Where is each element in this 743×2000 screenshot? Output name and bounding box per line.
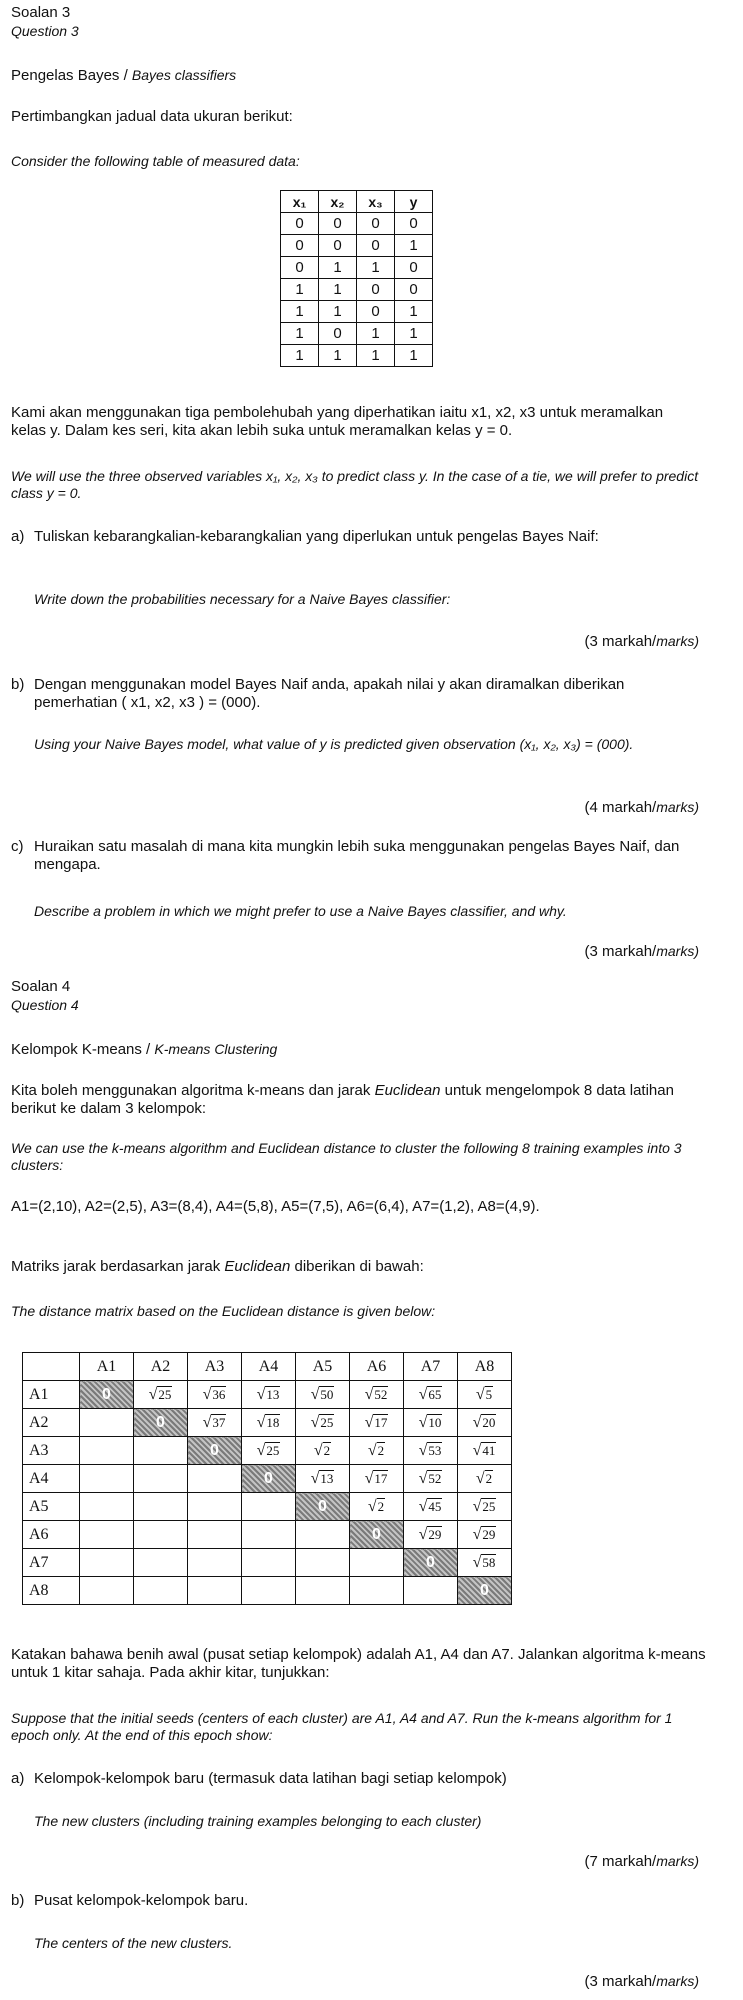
sqrt-value xyxy=(257,1443,281,1458)
radicand: 13 xyxy=(266,1386,280,1402)
q4-p2-ms xyxy=(11,1258,424,1276)
sqrt-value xyxy=(476,1387,493,1402)
table-row xyxy=(281,323,433,345)
radical-icon: √ xyxy=(364,1469,374,1487)
table-cell: 1 xyxy=(281,345,319,367)
q4-b-en: The centers of the new clusters. xyxy=(34,1935,233,1951)
radical-icon: √ xyxy=(472,1497,482,1515)
matrix-cell-diagonal: 0 xyxy=(188,1437,242,1465)
table-cell: 1 xyxy=(395,235,433,257)
matrix-col-header: A4 xyxy=(242,1353,296,1381)
table-cell: 0 xyxy=(395,213,433,235)
sqrt-value xyxy=(473,1415,497,1430)
matrix-cell-empty xyxy=(134,1521,188,1549)
table-cell: 1 xyxy=(281,279,319,301)
matrix-cell xyxy=(350,1437,404,1465)
q3-question: Question 3 xyxy=(11,23,79,39)
matrix-cell-diagonal: 0 xyxy=(80,1381,134,1409)
sqrt-value xyxy=(419,1471,443,1486)
q3-c-label: c) xyxy=(11,838,24,855)
radicand: 13 xyxy=(320,1470,334,1486)
matrix-cell-empty xyxy=(80,1437,134,1465)
radicand: 37 xyxy=(212,1414,226,1430)
table-cell: 1 xyxy=(319,279,357,301)
radicand: 2 xyxy=(377,1498,385,1514)
table-cell: 1 xyxy=(319,345,357,367)
matrix-cell xyxy=(188,1409,242,1437)
radical-icon: √ xyxy=(202,1385,212,1403)
table-cell: 1 xyxy=(281,301,319,323)
matrix-cell-empty xyxy=(296,1549,350,1577)
table-cell: 0 xyxy=(357,235,395,257)
table-cell: 0 xyxy=(281,235,319,257)
table-cell: 1 xyxy=(357,323,395,345)
q4-a-marks-en: marks) xyxy=(656,1853,699,1869)
radical-icon: √ xyxy=(418,1525,428,1543)
matrix-corner xyxy=(23,1353,80,1381)
q3-c-marks xyxy=(585,942,699,961)
radical-icon: √ xyxy=(367,1497,377,1515)
table-cell: 0 xyxy=(319,235,357,257)
sqrt-value xyxy=(203,1387,227,1402)
radicand: 5 xyxy=(485,1386,493,1402)
q4-question: Question 4 xyxy=(11,997,79,1013)
q3-b-label: b) xyxy=(11,676,25,693)
matrix-cell xyxy=(458,1549,512,1577)
matrix-col-header: A7 xyxy=(404,1353,458,1381)
q4-b-marks xyxy=(585,1972,699,1991)
matrix-col-header: A2 xyxy=(134,1353,188,1381)
matrix-cell xyxy=(404,1521,458,1549)
sqrt-value xyxy=(314,1443,331,1458)
matrix-cell-empty xyxy=(242,1549,296,1577)
radical-icon: √ xyxy=(472,1413,482,1431)
sqrt-value xyxy=(476,1471,493,1486)
matrix-col-header: A6 xyxy=(350,1353,404,1381)
matrix-cell-empty xyxy=(134,1549,188,1577)
radical-icon: √ xyxy=(472,1553,482,1571)
matrix-row xyxy=(23,1577,512,1605)
table-cell: 0 xyxy=(357,279,395,301)
q4-p2-ms-em: Euclidean xyxy=(224,1258,291,1275)
matrix-row xyxy=(23,1549,512,1577)
matrix-cell-empty xyxy=(404,1577,458,1605)
matrix-cell xyxy=(242,1381,296,1409)
radicand: 20 xyxy=(482,1414,496,1430)
q4-b-label: b) xyxy=(11,1892,25,1909)
matrix-cell xyxy=(404,1493,458,1521)
q3-topic xyxy=(11,66,236,85)
q4-p1-en: We can use the k-means algorithm and Euclidean distance to cluster the following 8 training examples into 3 clusters: xyxy=(11,1140,682,1173)
q3-header-x1: x₁ xyxy=(281,191,319,213)
matrix-cell xyxy=(458,1493,512,1521)
matrix-col-header: A3 xyxy=(188,1353,242,1381)
matrix-cell xyxy=(404,1437,458,1465)
matrix-col-header: A8 xyxy=(458,1353,512,1381)
radicand: 52 xyxy=(428,1470,442,1486)
matrix-col-header: A1 xyxy=(80,1353,134,1381)
matrix-cell-empty xyxy=(134,1493,188,1521)
radicand: 53 xyxy=(428,1442,442,1458)
matrix-cell-empty xyxy=(188,1577,242,1605)
radicand: 65 xyxy=(428,1386,442,1402)
matrix-cell-empty xyxy=(134,1465,188,1493)
radical-icon: √ xyxy=(310,1469,320,1487)
radicand: 25 xyxy=(482,1498,496,1514)
q4-points: A1=(2,10), A2=(2,5), A3=(8,4), A4=(5,8), A5=(7,5), A6=(6,4), A7=(1,2), A8=(4,9). xyxy=(11,1198,540,1215)
sqrt-value xyxy=(257,1415,281,1430)
radical-icon: √ xyxy=(313,1441,323,1459)
q3-c-marks-ms: (3 markah/ xyxy=(584,943,657,960)
q3-b-ms: Dengan menggunakan model Bayes Naif anda, apakah nilai y akan diramalkan diberikan pemerhatian ( x1, x2, x3 ) = (000). xyxy=(34,676,625,711)
sqrt-value xyxy=(311,1387,335,1402)
radicand: 29 xyxy=(482,1526,496,1542)
radical-icon: √ xyxy=(367,1441,377,1459)
matrix-cell-empty xyxy=(134,1577,188,1605)
q3-header-x3: x₃ xyxy=(357,191,395,213)
q3-a-marks xyxy=(585,632,699,651)
sqrt-value xyxy=(257,1387,281,1402)
radicand: 25 xyxy=(158,1386,172,1402)
matrix-row xyxy=(23,1521,512,1549)
table-cell: 0 xyxy=(395,279,433,301)
sqrt-value xyxy=(365,1471,389,1486)
matrix-cell-diagonal: 0 xyxy=(296,1493,350,1521)
sqrt-value xyxy=(473,1443,497,1458)
q4-topic-ms: Kelompok K-means / xyxy=(11,1041,151,1058)
radicand: 58 xyxy=(482,1554,496,1570)
matrix-cell xyxy=(188,1381,242,1409)
matrix-cell xyxy=(134,1381,188,1409)
matrix-cell-empty xyxy=(188,1465,242,1493)
radicand: 45 xyxy=(428,1498,442,1514)
radical-icon: √ xyxy=(256,1441,266,1459)
sqrt-value xyxy=(419,1415,443,1430)
table-cell: 1 xyxy=(357,257,395,279)
radical-icon: √ xyxy=(472,1525,482,1543)
table-cell: 0 xyxy=(281,257,319,279)
radicand: 36 xyxy=(212,1386,226,1402)
matrix-cell xyxy=(458,1437,512,1465)
radicand: 2 xyxy=(377,1442,385,1458)
matrix-cell xyxy=(350,1493,404,1521)
q3-header-x2: x₂ xyxy=(319,191,357,213)
table-cell: 0 xyxy=(319,213,357,235)
radicand: 41 xyxy=(482,1442,496,1458)
matrix-cell-empty xyxy=(80,1521,134,1549)
q3-data-table xyxy=(280,190,433,367)
matrix-cell xyxy=(350,1381,404,1409)
table-row xyxy=(281,301,433,323)
matrix-body xyxy=(23,1381,512,1605)
matrix-col-header: A5 xyxy=(296,1353,350,1381)
matrix-row xyxy=(23,1437,512,1465)
matrix-cell-empty xyxy=(188,1493,242,1521)
q3-a-marks-ms: (3 markah/ xyxy=(584,633,657,650)
radical-icon: √ xyxy=(472,1441,482,1459)
radicand: 2 xyxy=(485,1470,493,1486)
radicand: 25 xyxy=(320,1414,334,1430)
q3-table-body xyxy=(281,213,433,367)
q3-para-ms: Kami akan menggunakan tiga pembolehubah yang diperhatikan iaitu x1, x2, x3 untuk meramalkan kelas y. Dalam kes seri, kita akan lebih suka untuk meramalkan kelas y = 0. xyxy=(11,404,664,439)
q3-a-marks-en: marks) xyxy=(656,633,699,649)
sqrt-value xyxy=(311,1471,335,1486)
table-row xyxy=(281,279,433,301)
matrix-row xyxy=(23,1409,512,1437)
radical-icon: √ xyxy=(418,1469,428,1487)
matrix-cell-empty xyxy=(296,1577,350,1605)
matrix-cell xyxy=(404,1409,458,1437)
q4-p2-en: The distance matrix based on the Euclidean distance is given below: xyxy=(11,1303,436,1319)
sqrt-value xyxy=(311,1415,335,1430)
table-cell: 0 xyxy=(357,301,395,323)
q4-a-ms: Kelompok-kelompok baru (termasuk data latihan bagi setiap kelompok) xyxy=(34,1770,507,1787)
matrix-row-header: A2 xyxy=(23,1409,80,1437)
matrix-cell-diagonal: 0 xyxy=(350,1521,404,1549)
sqrt-value xyxy=(419,1387,443,1402)
radicand: 2 xyxy=(323,1442,331,1458)
matrix-cell-diagonal: 0 xyxy=(404,1549,458,1577)
q3-b-marks-en: marks) xyxy=(656,799,699,815)
q4-p3-ms: Katakan bahawa benih awal (pusat setiap kelompok) adalah A1, A4 dan A7. Jalankan algoritma k-means untuk 1 kitar sahaja. Pada akhir kitar, tunjukkan: xyxy=(11,1646,706,1681)
radical-icon: √ xyxy=(256,1413,266,1431)
matrix-cell xyxy=(404,1381,458,1409)
matrix-cell-diagonal: 0 xyxy=(134,1409,188,1437)
q3-b-marks xyxy=(585,798,699,817)
q4-p1-ms-a: Kita boleh menggunakan algoritma k-means dan jarak xyxy=(11,1082,371,1099)
radical-icon: √ xyxy=(418,1385,428,1403)
sqrt-value xyxy=(365,1387,389,1402)
matrix-cell xyxy=(458,1409,512,1437)
q3-b-marks-ms: (4 markah/ xyxy=(584,799,657,816)
q4-b-ms: Pusat kelompok-kelompok baru. xyxy=(34,1892,249,1909)
table-cell: 1 xyxy=(319,257,357,279)
radicand: 52 xyxy=(374,1386,388,1402)
sqrt-value xyxy=(368,1443,385,1458)
q4-p1-ms-em: Euclidean xyxy=(374,1082,441,1099)
table-cell: 0 xyxy=(357,213,395,235)
q4-p2-ms-a: Matriks jarak berdasarkan jarak xyxy=(11,1258,221,1275)
radicand: 17 xyxy=(374,1414,388,1430)
sqrt-value xyxy=(419,1527,443,1542)
q4-a-marks xyxy=(585,1852,699,1871)
q3-a-en: Write down the probabilities necessary for a Naive Bayes classifier: xyxy=(34,591,451,607)
radical-icon: √ xyxy=(202,1413,212,1431)
matrix-cell xyxy=(296,1409,350,1437)
matrix-cell xyxy=(404,1465,458,1493)
matrix-cell-empty xyxy=(80,1465,134,1493)
matrix-cell-empty xyxy=(134,1437,188,1465)
sqrt-value xyxy=(473,1555,497,1570)
q4-topic-en: K-means Clustering xyxy=(154,1041,278,1057)
matrix-row-header: A7 xyxy=(23,1549,80,1577)
radical-icon: √ xyxy=(475,1469,485,1487)
q3-a-ms: Tuliskan kebarangkalian-kebarangkalian yang diperlukan untuk pengelas Bayes Naif: xyxy=(34,528,599,545)
matrix-row-header: A4 xyxy=(23,1465,80,1493)
matrix-cell xyxy=(458,1381,512,1409)
table-row xyxy=(281,235,433,257)
q4-topic xyxy=(11,1040,277,1059)
table-row xyxy=(281,345,433,367)
matrix-cell xyxy=(350,1465,404,1493)
matrix-cell xyxy=(296,1437,350,1465)
table-cell: 0 xyxy=(319,323,357,345)
matrix-row-header: A3 xyxy=(23,1437,80,1465)
matrix-cell-empty xyxy=(296,1521,350,1549)
sqrt-value xyxy=(368,1499,385,1514)
matrix-cell xyxy=(296,1465,350,1493)
table-cell: 0 xyxy=(281,213,319,235)
matrix-cell-empty xyxy=(80,1409,134,1437)
table-row xyxy=(281,213,433,235)
table-cell: 1 xyxy=(357,345,395,367)
matrix-cell-empty xyxy=(242,1493,296,1521)
table-cell: 1 xyxy=(395,323,433,345)
radical-icon: √ xyxy=(364,1385,374,1403)
q4-b-marks-en: marks) xyxy=(656,1973,699,1989)
matrix-cell-diagonal: 0 xyxy=(458,1577,512,1605)
matrix-cell-empty xyxy=(80,1493,134,1521)
radicand: 18 xyxy=(266,1414,280,1430)
matrix-row xyxy=(23,1381,512,1409)
q3-c-ms: Huraikan satu masalah di mana kita mungkin lebih suka menggunakan pengelas Bayes Naif, dan mengapa. xyxy=(34,838,680,873)
table-cell: 1 xyxy=(395,345,433,367)
q3-table-header-row xyxy=(281,191,433,213)
matrix-cell-empty xyxy=(80,1577,134,1605)
matrix-cell xyxy=(458,1521,512,1549)
q4-a-label: a) xyxy=(11,1770,25,1787)
q4-p2-ms-b: diberikan di bawah: xyxy=(294,1258,424,1275)
q4-p1-ms xyxy=(11,1082,711,1118)
q3-a-label: a) xyxy=(11,528,25,545)
q3-para-en: We will use the three observed variables x₁, x₂, x₃ to predict class y. In the case of a tie, we will prefer to predict class y = 0. xyxy=(11,468,699,501)
q3-intro-ms: Pertimbangkan jadual data ukuran berikut: xyxy=(11,108,293,125)
sqrt-value xyxy=(149,1387,173,1402)
matrix-row-header: A8 xyxy=(23,1577,80,1605)
q3-c-marks-en: marks) xyxy=(656,943,699,959)
matrix-cell-empty xyxy=(80,1549,134,1577)
sqrt-value xyxy=(473,1499,497,1514)
sqrt-value xyxy=(419,1443,443,1458)
radicand: 25 xyxy=(266,1442,280,1458)
radical-icon: √ xyxy=(310,1413,320,1431)
matrix-cell-empty xyxy=(350,1577,404,1605)
sqrt-value xyxy=(473,1527,497,1542)
q4-p1-ms-b: untuk mengelompok 8 data latihan berikut ke dalam 3 kelompok: xyxy=(11,1082,674,1117)
q4-b-marks-ms: (3 markah/ xyxy=(584,1973,657,1990)
matrix-header-row xyxy=(23,1353,512,1381)
matrix-row-header: A5 xyxy=(23,1493,80,1521)
sqrt-value xyxy=(365,1415,389,1430)
radical-icon: √ xyxy=(256,1385,266,1403)
q4-a-en: The new clusters (including training examples belonging to each cluster) xyxy=(34,1813,482,1829)
matrix-row-header: A6 xyxy=(23,1521,80,1549)
radical-icon: √ xyxy=(418,1413,428,1431)
matrix-row xyxy=(23,1465,512,1493)
matrix-row xyxy=(23,1493,512,1521)
table-cell: 1 xyxy=(395,301,433,323)
radical-icon: √ xyxy=(310,1385,320,1403)
q3-topic-ms: Pengelas Bayes / xyxy=(11,67,128,84)
radical-icon: √ xyxy=(148,1385,158,1403)
matrix-cell-empty xyxy=(242,1521,296,1549)
radical-icon: √ xyxy=(475,1385,485,1403)
radical-icon: √ xyxy=(418,1497,428,1515)
q3-intro-en: Consider the following table of measured data: xyxy=(11,153,300,169)
q4-p3-en: Suppose that the initial seeds (centers of each cluster) are A1, A4 and A7. Run the k-means algorithm for 1 epoch only. At the end of this epoch show: xyxy=(11,1710,673,1743)
matrix-cell xyxy=(296,1381,350,1409)
radicand: 10 xyxy=(428,1414,442,1430)
q4-a-marks-ms: (7 markah/ xyxy=(584,1853,657,1870)
radical-icon: √ xyxy=(364,1413,374,1431)
matrix-cell-empty xyxy=(350,1549,404,1577)
matrix-cell-empty xyxy=(242,1577,296,1605)
matrix-cell-empty xyxy=(188,1549,242,1577)
table-row xyxy=(281,257,433,279)
q3-c-en: Describe a problem in which we might prefer to use a Naive Bayes classifier, and why. xyxy=(34,903,567,919)
radical-icon: √ xyxy=(418,1441,428,1459)
table-cell: 1 xyxy=(281,323,319,345)
sqrt-value xyxy=(203,1415,227,1430)
table-cell: 1 xyxy=(319,301,357,323)
table-cell: 0 xyxy=(395,257,433,279)
matrix-cell-diagonal: 0 xyxy=(242,1465,296,1493)
radicand: 17 xyxy=(374,1470,388,1486)
q4-soalan: Soalan 4 xyxy=(11,978,71,995)
matrix-cell xyxy=(242,1409,296,1437)
matrix-cell xyxy=(458,1465,512,1493)
matrix-cell-empty xyxy=(188,1521,242,1549)
sqrt-value xyxy=(419,1499,443,1514)
radicand: 50 xyxy=(320,1386,334,1402)
q3-soalan: Soalan 3 xyxy=(11,4,71,21)
q3-b-en: Using your Naive Bayes model, what value of y is predicted given observation (x₁, x₂, x₃) = (000). xyxy=(34,736,634,752)
distance-matrix xyxy=(22,1352,512,1605)
q3-header-y: y xyxy=(395,191,433,213)
matrix-row-header: A1 xyxy=(23,1381,80,1409)
matrix-cell xyxy=(350,1409,404,1437)
matrix-cell xyxy=(242,1437,296,1465)
radicand: 29 xyxy=(428,1526,442,1542)
q3-topic-en: Bayes classifiers xyxy=(131,67,237,83)
